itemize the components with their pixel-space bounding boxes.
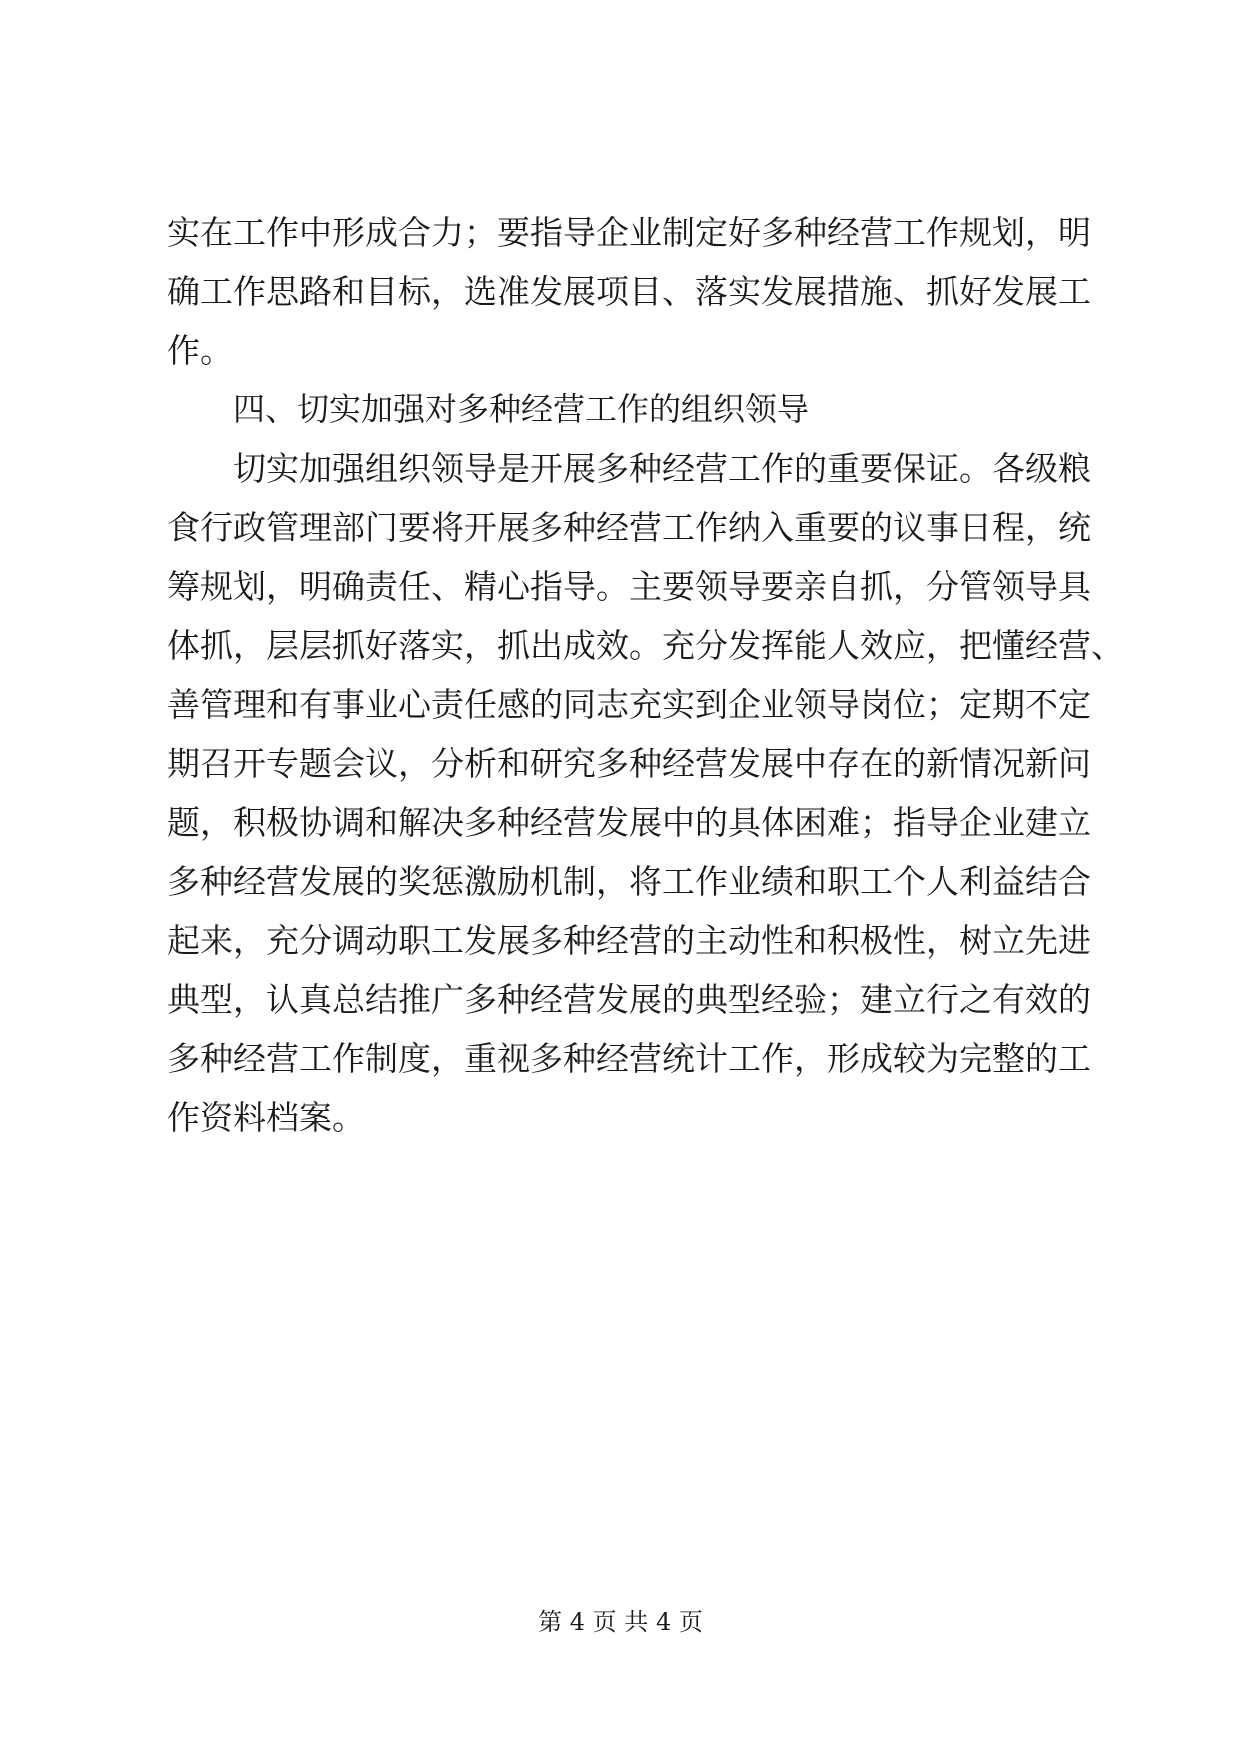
- text-line: 切实加强组织领导是开展多种经营工作的重要保证。各级粮: [233, 449, 1091, 488]
- section-heading: [167, 380, 1075, 439]
- text-line: 筹规划，明确责任、精心指导。主要领导要亲自抓，分管领导具: [167, 567, 1091, 606]
- text-line: 典型，认真总结推广多种经营发展的典型经验；建立行之有效的: [167, 980, 1091, 1019]
- heading-line: 四、切实加强对多种经营工作的组织领导: [233, 390, 810, 428]
- text-line: 题，积极协调和解决多种经营发展中的具体困难；指导企业建立: [167, 803, 1091, 842]
- text-line: 作资料档案。: [167, 1098, 365, 1137]
- paragraph-section-body: [167, 439, 1124, 1147]
- text-line: 起来，充分调动职工发展多种经营的主动性和积极性，树立先进: [167, 921, 1091, 960]
- text-line: 实在工作中形成合力；要指导企业制定好多种经营工作规划，明: [167, 213, 1091, 252]
- text-line: 善管理和有事业心责任感的同志充实到企业领导岗位；定期不定: [167, 685, 1091, 724]
- text-line: 期召开专题会议，分析和研究多种经营发展中存在的新情况新问: [167, 744, 1091, 783]
- text-line: 多种经营工作制度，重视多种经营统计工作，形成较为完整的工: [167, 1039, 1091, 1078]
- paragraph-continuation: [167, 203, 1091, 380]
- text-line: 确工作思路和目标，选准发展项目、落实发展措施、抓好发展工: [167, 272, 1091, 311]
- text-line: 体抓，层层抓好落实，抓出成效。充分发挥能人效应，把懂经营、: [167, 626, 1124, 665]
- page-number-footer: 第 4 页 共 4 页: [538, 1608, 703, 1636]
- text-line: 多种经营发展的奖惩激励机制，将工作业绩和职工个人利益结合: [167, 862, 1091, 901]
- text-line: 作。: [167, 331, 233, 370]
- text-line: 食行政管理部门要将开展多种经营工作纳入重要的议事日程，统: [167, 508, 1091, 547]
- document-body: [167, 203, 1124, 1147]
